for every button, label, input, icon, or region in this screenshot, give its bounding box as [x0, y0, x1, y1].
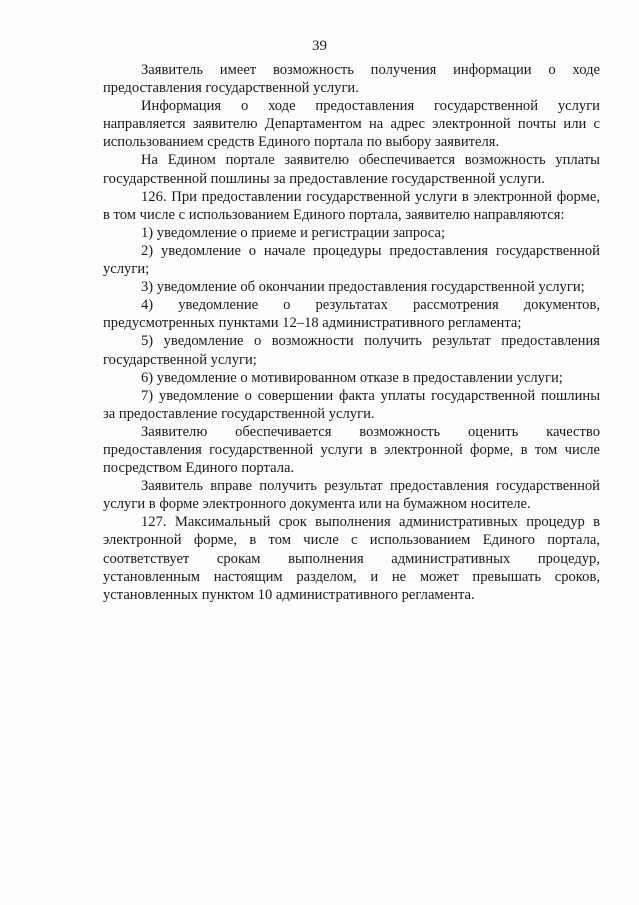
paragraph-item-127: 127. Максимальный срок выполнения административных процедур в электронной форме, в том числе с использованием Единого портала, соответствует срокам выполнения административных процедур, установленным настоящим разделом, и не может превышать сроков, установленных пунктом 10 административного регламента.: [103, 514, 600, 603]
page-number: 39: [312, 38, 327, 54]
document-body: [103, 61, 600, 604]
paragraph-item-126: 126. При предоставлении государственной услуги в электронной форме, в том числе с использованием Единого портала, заявителю направляются:: [103, 188, 600, 223]
list-item: 4) уведомление о результатах рассмотрения документов, предусмотренных пунктами 12–18 административного регламента;: [103, 297, 600, 332]
list-item: 5) уведомление о возможности получить результат предоставления государственной услуги;: [103, 333, 600, 368]
list-item: 7) уведомление о совершении факта уплаты государственной пошлины за предоставление государственной услуги.: [103, 387, 600, 422]
paragraph: На Едином портале заявителю обеспечивается возможность уплаты государственной пошлины за предоставление государственной услуги.: [103, 152, 600, 187]
paragraph: Заявитель имеет возможность получения информации о ходе предоставления государственной услуги.: [103, 62, 600, 97]
list-item: 2) уведомление о начале процедуры предоставления государственной услуги;: [103, 242, 600, 278]
list-item: 3) уведомление об окончании предоставления государственной услуги;: [141, 279, 585, 296]
paragraph: Информация о ходе предоставления государственной услуги направляется заявителю Департаментом на адрес электронной почты или с использованием средств Единого портала по выбору заявителя.: [103, 98, 600, 151]
paragraph: Заявителю обеспечивается возможность оценить качество предоставления государственной услуги в электронной форме, в том числе посредством Единого портала.: [103, 423, 600, 477]
paragraph: Заявитель вправе получить результат предоставления государственной услуги в форме электронного документа или на бумажном носителе.: [103, 478, 600, 513]
list-item: 6) уведомление о мотивированном отказе в предоставлении услуги;: [141, 369, 563, 386]
list-item: 1) уведомление о приеме и регистрации запроса;: [141, 224, 445, 241]
